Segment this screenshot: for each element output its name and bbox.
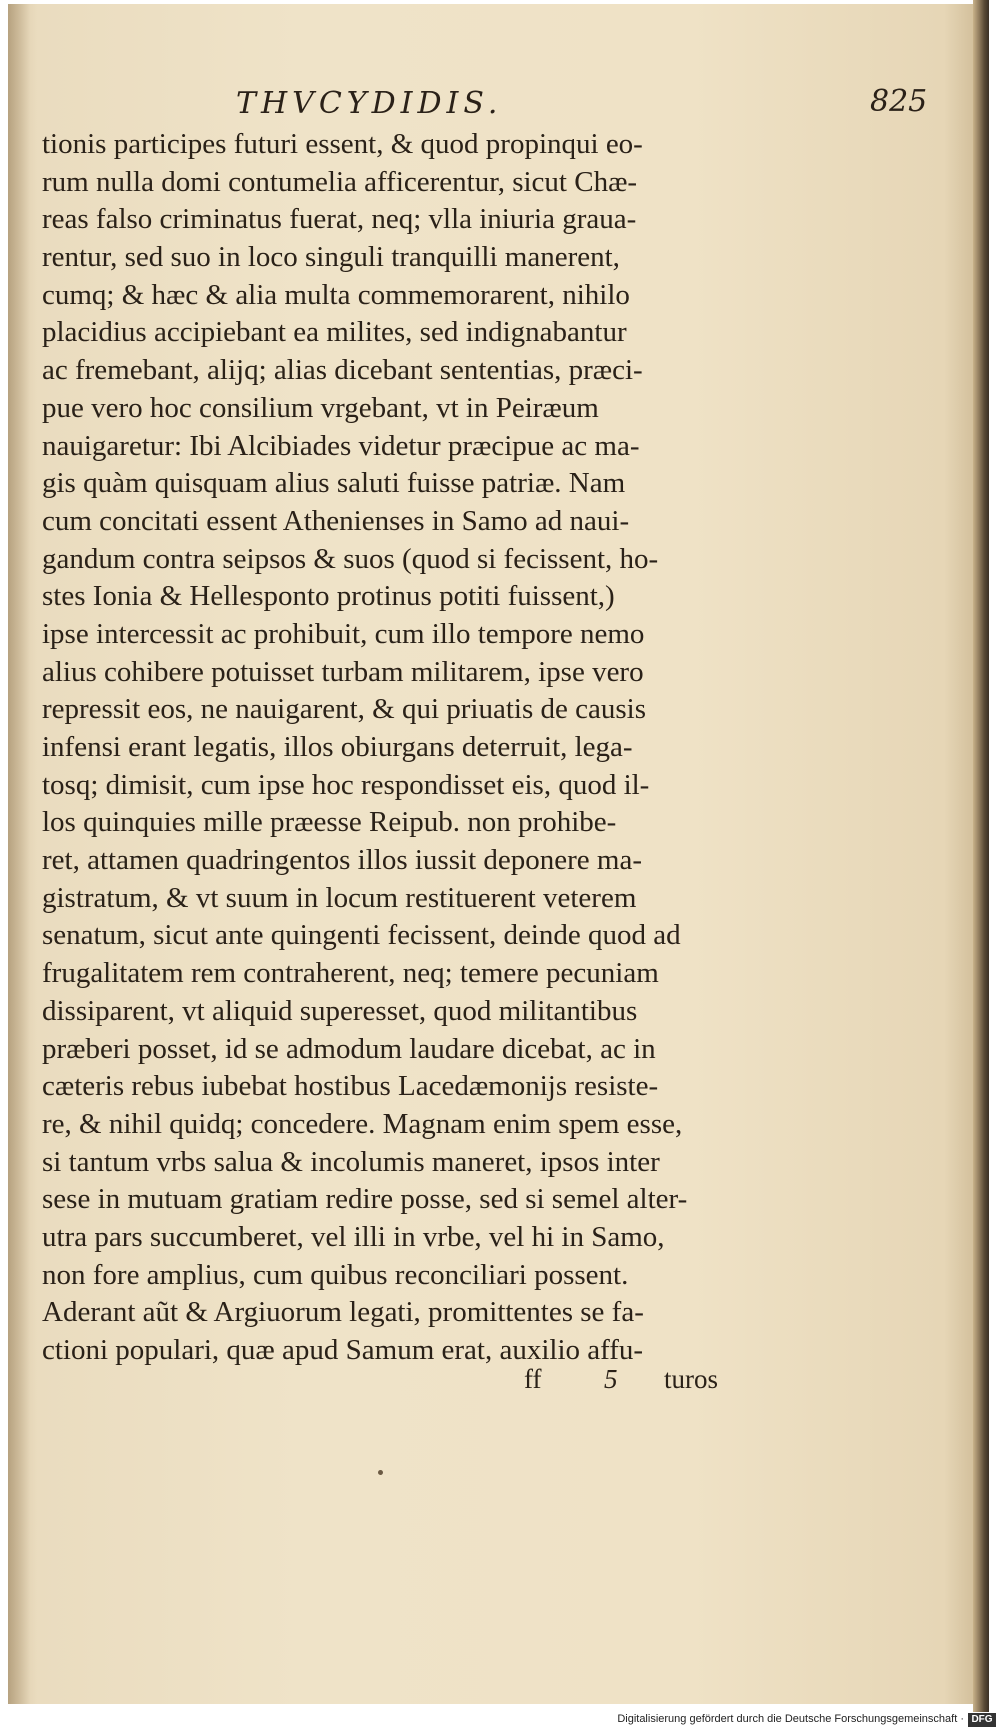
text-line: ipse intercessit ac prohibuit, cum illo tempore nemo [42, 617, 645, 650]
paper-speck [378, 1470, 383, 1475]
text-line: utra pars succumberet, vel illi in vrbe, vel hi in Samo, [42, 1220, 665, 1253]
text-line: repressit eos, ne nauigarent, & qui priuatis de causis [42, 693, 647, 726]
text-line: nauigaretur: Ibi Alcibiades videtur præcipue ac ma- [42, 429, 640, 462]
text-line: gandum contra seipsos & suos (quod si fecissent, ho- [42, 542, 659, 575]
digitization-footer [0, 1712, 1000, 1730]
page-number-mark: 5 [604, 1364, 618, 1394]
text-line: tosq; dimisit, cum ipse hoc respondisset eis, quod il- [42, 768, 650, 801]
text-line: pue vero hoc consilium vrgebant, vt in Peiræum [42, 391, 599, 424]
text-line: senatum, sicut ante quingenti fecissent, deinde quod ad [42, 919, 681, 952]
running-title: THVCYDIDIS. [236, 86, 503, 121]
text-line: cum concitati essent Athenienses in Samo ad naui- [42, 504, 630, 537]
catchline [42, 1364, 757, 1398]
text-line: Aderant aũt & Argiuorum legati, promittentes se fa- [42, 1296, 644, 1329]
spine-shadow [8, 4, 30, 1704]
text-line: tionis participes futuri essent, & quod propinqui eo- [42, 128, 643, 160]
text-line: ret, attamen quadringentos illos iussit deponere ma- [42, 844, 642, 877]
text-line: infensi erant legatis, illos obiurgans deterruit, lega- [42, 731, 633, 763]
text-line: reas falso criminatus fuerat, neq; vlla iniuria graua- [42, 203, 637, 236]
text-line: re, & nihil quidq; concedere. Magnam enim spem esse, [42, 1107, 683, 1140]
book-edge [973, 0, 989, 1712]
text-line: stes Ionia & Hellesponto protinus potiti fuissent,) [42, 580, 615, 613]
catchword: turos [664, 1364, 718, 1394]
text-line: non fore amplius, cum quibus reconciliari possent. [42, 1258, 629, 1291]
text-line: dissiparent, vt aliquid superesset, quod militantibus [42, 994, 638, 1027]
text-line: alius cohibere potuisset turbam militarem, ipse vero [42, 655, 644, 688]
text-line: placidius accipiebant ea milites, sed indignabantur [42, 316, 627, 349]
text-line: cumq; & hæc & alia multa commemorarent, nihilo [42, 278, 630, 311]
text-line: cæteris rebus iubebat hostibus Lacedæmonijs resiste- [42, 1070, 659, 1103]
text-line: ctioni populari, quæ apud Samum erat, auxilio affu- [42, 1334, 644, 1366]
text-line: gis quàm quisquam alius saluti fuisse patriæ. Nam [42, 467, 626, 500]
text-line: gistratum, & vt suum in locum restituerent veterem [42, 881, 637, 914]
text-line: sese in mutuam gratiam redire posse, sed si semel alter- [42, 1183, 688, 1216]
digitization-credit: Digitalisierung gefördert durch die Deutsche Forschungsgemeinschaft · [617, 1713, 964, 1725]
text-line: rum nulla domi contumelia afficerentur, sicut Chæ- [42, 165, 638, 198]
text-line: rentur, sed suo in loco singuli tranquilli manerent, [42, 241, 620, 274]
text-line: præberi posset, id se admodum laudare dicebat, ac in [42, 1032, 656, 1065]
text-line: si tantum vrbs salua & incolumis maneret, ipsos inter [42, 1145, 660, 1178]
body-text [42, 126, 757, 1370]
folio-number: 825 [870, 84, 928, 119]
page-header [0, 80, 1000, 128]
signature-mark: ff [524, 1364, 542, 1394]
text-line: los quinquies mille præesse Reipub. non prohibe- [42, 806, 617, 839]
dfg-logo-icon: DFG [968, 1713, 996, 1727]
text-line: frugalitatem rem contraherent, neq; temere pecuniam [42, 957, 659, 990]
text-line: ac fremebant, alijq; alias dicebant sententias, præci- [42, 354, 643, 387]
